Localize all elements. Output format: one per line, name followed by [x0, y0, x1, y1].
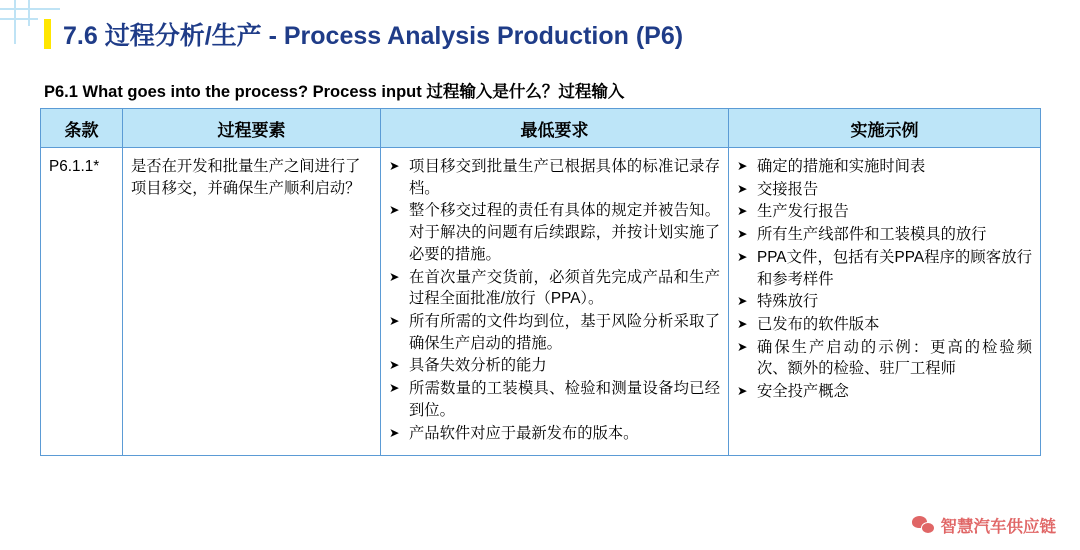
list-item: ➤ 所有所需的文件均到位，基于风险分析采取了确保生产启动的措施。	[389, 311, 720, 354]
page-title: 7.6 过程分析/生产 - Process Analysis Production (P6)	[63, 22, 684, 50]
page-title-row	[44, 16, 683, 52]
list-item: ➤ 在首次量产交货前，必须首先完成产品和生产过程全面批准/放行（PPA）。	[389, 267, 720, 310]
list-item: ➤ 交接报告	[737, 179, 1032, 201]
section-subtitle: P6.1 What goes into the process? Process input 过程输入是什么？过程输入	[44, 83, 625, 101]
cell-clause-id: P6.1.1*	[41, 148, 123, 456]
column-header-process-element: 过程要素	[123, 109, 381, 148]
list-item: ➤ 具备失效分析的能力	[389, 355, 720, 377]
column-header-implementation-examples: 实施示例	[729, 109, 1041, 148]
cell-process-element: 是否在开发和批量生产之间进行了项目移交，并确保生产顺利启动？	[123, 148, 381, 456]
list-item: ➤ 项目移交到批量生产已根据具体的标准记录存档。	[389, 156, 720, 199]
list-item: ➤ 所有生产线部件和工装模具的放行	[737, 224, 1032, 246]
column-header-clause: 条款	[41, 109, 123, 148]
watermark-label: 智慧汽车供应链	[940, 518, 1056, 536]
process-analysis-table	[40, 108, 1041, 456]
cell-minimum-requirements	[381, 148, 729, 456]
list-item: ➤ 产品软件对应于最新发布的版本。	[389, 423, 720, 445]
list-item: ➤ 所需数量的工装模具、检验和测量设备均已经到位。	[389, 378, 720, 421]
implementation-examples-list	[737, 156, 1032, 403]
wechat-icon	[912, 516, 934, 534]
table-row	[41, 148, 1041, 456]
cell-implementation-examples	[729, 148, 1041, 456]
title-accent-bar	[44, 19, 51, 49]
watermark	[906, 510, 1063, 540]
list-item: ➤ 确保生产启动的示例：更高的检验频次、额外的检验、驻厂工程师	[737, 337, 1032, 380]
list-item: ➤ 特殊放行	[737, 291, 1032, 313]
column-header-minimum-requirements: 最低要求	[381, 109, 729, 148]
list-item: ➤ 确定的措施和实施时间表	[737, 156, 1032, 178]
table-header-row	[41, 109, 1041, 148]
minimum-requirements-list	[389, 156, 720, 444]
list-item: ➤ 生产发行报告	[737, 201, 1032, 223]
list-item: ➤ PPA文件，包括有关PPA程序的顾客放行和参考样件	[737, 247, 1032, 290]
list-item: ➤ 整个移交过程的责任有具体的规定并被告知。对于解决的问题有后续跟踪，并按计划实施了必要的措施。	[389, 200, 720, 265]
list-item: ➤ 已发布的软件版本	[737, 314, 1032, 336]
list-item: ➤ 安全投产概念	[737, 381, 1032, 403]
